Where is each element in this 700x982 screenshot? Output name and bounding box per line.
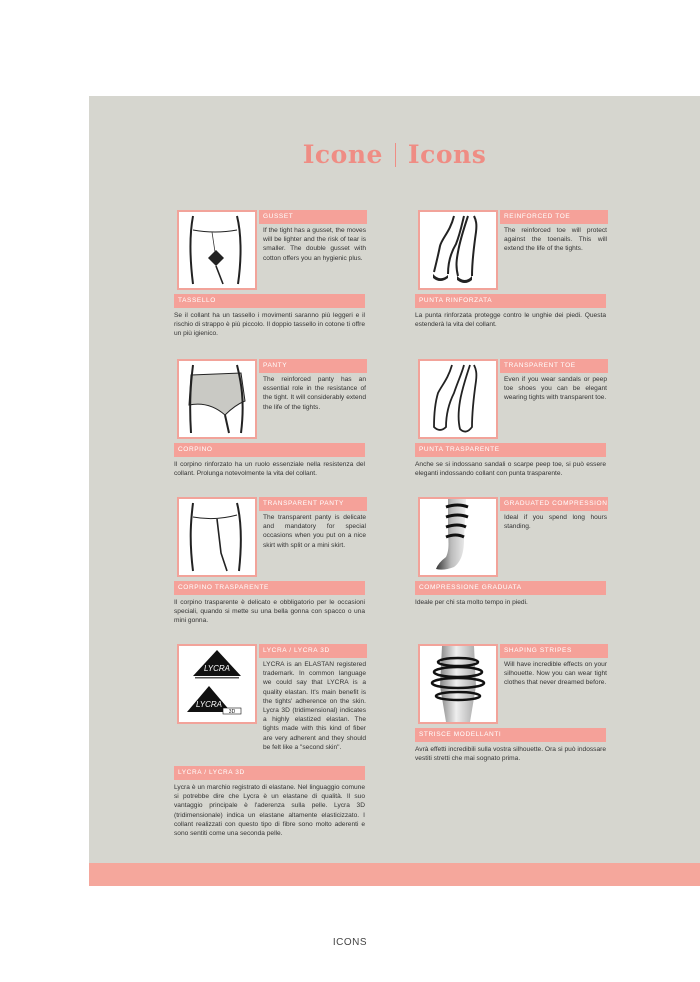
accent-band [89,863,700,886]
heading-en: PANTY [259,359,367,373]
heading-it: STRISCE MODELLANTI [415,728,606,742]
heading-it: CORPINO TRASPARENTE [174,581,365,595]
page-footer: ICONS [332,937,368,948]
lycra-3d-logo-text: LYCRA [196,700,222,709]
description-en: If the tight has a gusset, the moves will be lighter and the risk of tear is smaller. The double gusset with cotton offers you an hygienic plus. [263,227,366,262]
gusset-icon [177,210,257,290]
description-it: Il corpino rinforzato ha un ruolo essenziale nella resistenza del collant. Prolunga notevolmente la vita del collant. [174,461,365,478]
lycra-logo-icon [177,644,257,724]
description-en: The reinforced toe will protect against the toenails. This will extend the life of the tights. [504,227,607,253]
heading-en: REINFORCED TOE [500,210,608,224]
description-en: Ideal if you spend long hours standing. [504,514,607,531]
heading-it: COMPRESSIONE GRADUATA [415,581,606,595]
panty-icon [177,359,257,439]
description-en: Even if you wear sandals or peep toe shoes you can be elegant wearing tights with transparent toe. [504,376,607,402]
page-title [89,140,700,169]
shaping-stripes-icon [418,644,498,724]
description-it: Se il collant ha un tassello i movimenti saranno più leggeri e il rischio di strappo è più piccolo. Il doppio tassello in cotone ti offre un più igienico. [174,312,365,338]
description-it: La punta rinforzata protegge contro le unghie dei piedi. Questa estenderà la vita del collant. [415,312,606,329]
heading-en: GUSSET [259,210,367,224]
title-italian: Icone [302,140,383,169]
description-it: Avrà effetti incredibili sulla vostra silhouette. Ora si può indossare vestiti stretti che mai sognato prima. [415,746,606,763]
description-en: The transparent panty is delicate and mandatory for special occasions when you put on a nice skirt with split or a mini skirt. [263,514,366,549]
heading-en: TRANSPARENT PANTY [259,497,367,511]
description-it: Il corpino trasparente è delicato e obbligatorio per le occasioni speciali, quando si mette su una bella gonna con spacco o una mini gonna. [174,599,365,625]
description-it: Ideale per chi sta molto tempo in piedi. [415,599,528,606]
heading-it: TASSELLO [174,294,365,308]
heading-it: PUNTA TRASPARENTE [415,443,606,457]
transparent-panty-icon [177,497,257,577]
transparent-toe-icon [418,359,498,439]
heading-en: LYCRA / LYCRA 3D [259,644,367,658]
title-divider [395,143,396,167]
description-en: LYCRA is an ELASTAN registered trademark. In common language we could say that LYCRA is a quality elastan. It's main benefit is the tights' adherence on the skin. Lycra 3D (tridimensional) indicates a highly elastized elastan. The tights made with this kind of fiber are very adherent and they should be felt like a "second skin". [263,661,366,751]
heading-it: CORPINO [174,443,365,457]
description-en: Will have incredible effects on your silhouette. Now you can wear tight clothes that never dreamed before. [504,661,607,687]
heading-it: PUNTA RINFORZATA [415,294,606,308]
title-english: Icons [407,140,487,169]
description-it: Lycra è un marchio registrato di elastane. Nel linguaggio comune si potrebbe dire che Lycra è un elastane di qualità. Il suo vantaggio principale è l'aderenza sulla pelle. Lycra 3D (tridimensionale) indica un elastane altamente elasticizzato. I collant realizzati con questo tipo di fibre sono molto aderenti e sono sentiti come una seconda pelle. [174,784,365,838]
description-en: The reinforced panty has an essential role in the resistance of the tight. It will considerably extend the life of the tights. [263,376,366,411]
lycra-3d-badge-text: 3D [228,709,236,715]
lycra-logo-text: LYCRA [204,664,230,673]
heading-en: GRADUATED COMPRESSION [500,497,608,511]
description-it: Anche se si indossano sandali o scarpe peep toe, si può essere eleganti indossando collant con punta trasparente. [415,461,606,478]
graduated-compression-icon [418,497,498,577]
heading-en: SHAPING STRIPES [500,644,608,658]
heading-en: TRANSPARENT TOE [500,359,608,373]
reinforced-toe-icon [418,210,498,290]
heading-it: LYCRA / LYCRA 3D [174,766,365,780]
